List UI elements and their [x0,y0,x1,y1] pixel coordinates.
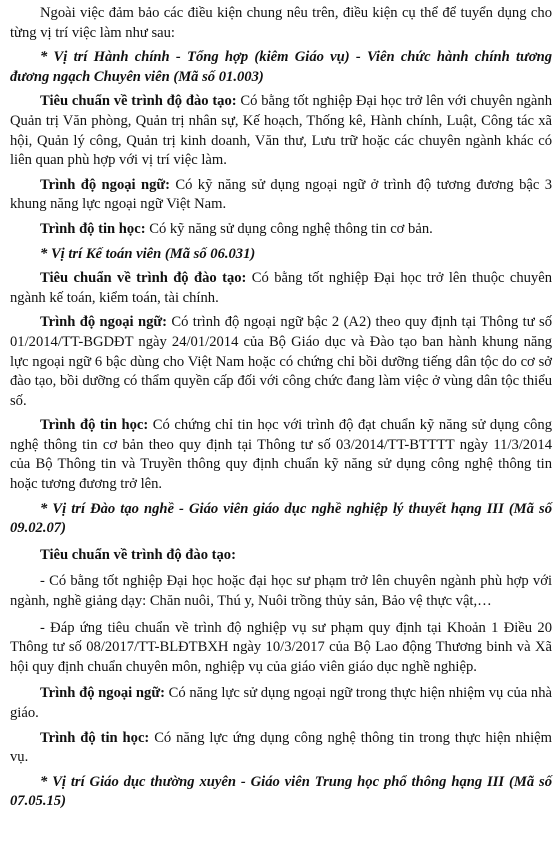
it-text: Có kỹ năng sử dụng công nghệ thông tin cơ bản. [145,220,433,237]
it-text: Có chứng chỉ tin học với trình độ đạt chuẩn kỹ năng sử dụng công nghệ thông tin cơ bản theo quy định tại Thông tư số 03/2014/TT-BTTTT ngày 11/3/2014 của Bộ Thông tin và Truyền thông quy định chuẩn kỹ năng sử dụng công nghệ thông tin hoặc tương đương trở lên. [10,417,552,493]
it-label: Trình độ tin học: [40,729,150,746]
language-requirement [10,684,552,723]
language-label: Trình độ ngoại ngữ: [40,176,171,193]
education-label: Tiêu chuẩn về trình độ đào tạo: [40,270,247,287]
language-text: Có trình độ ngoại ngữ bậc 2 (A2) theo quy định tại Thông tư số 01/2014/TT-BGDĐT ngày 24/01/2014 của Bộ Giáo dục và Đào tạo ban hành khung năng lực ngoại ngữ 6 bậc dùng cho Việt Nam hoặc có chứng chỉ bồi dưỡng tiếng dân tộc do cơ sở đào tạo, bồi dưỡng có thẩm quyền cấp đối với công chức đang làm việc ở vùng dân tộc thiểu số. [10,314,552,409]
language-requirement [10,176,552,215]
language-requirement [10,313,552,411]
education-bullet: - Có bằng tốt nghiệp Đại học hoặc đại học sư phạm trở lên chuyên ngành phù hợp với ngành, nghề giảng dạy: Chăn nuôi, Thú y, Nuôi trồng thủy sản, Bảo vệ thực vật,… [10,573,552,610]
it-label: Trình độ tin học: [40,220,146,237]
it-text: Có năng lực ứng dụng công nghệ thông tin trong thực hiện nhiệm vụ. [10,729,552,766]
education-requirement [10,92,552,170]
it-requirement [10,729,552,768]
language-text: Có kỹ năng sử dụng ngoại ngữ ở trình độ tương đương bậc 3 khung năng lực ngoại ngữ Việt Nam. [10,176,552,213]
intro-paragraph: Ngoài việc đảm bảo các điều kiện chung nêu trên, điều kiện cụ thể để tuyển dụng cho từng vị trí việc làm như sau: [10,5,552,41]
language-label: Trình độ ngoại ngữ: [40,314,168,331]
position-heading-accountant: * Vị trí Kế toán viên (Mã số 06.031) [40,245,256,262]
it-requirement [10,416,552,494]
position-heading-vocational: * Vị trí Đào tạo nghề - Giáo viên giáo dục nghề nghiệp lý thuyết hạng III (Mã số 09.02.07) [10,500,552,537]
position-heading-continuing-education: * Vị trí Giáo dục thường xuyên - Giáo viên Trung học phổ thông hạng III (Mã số 07.05.15) [10,773,552,810]
it-requirement [10,220,552,240]
position-heading-admin: * Vị trí Hành chính - Tổng hợp (kiêm Giáo vụ) - Viên chức hành chính tương đương ngạch Chuyên viên (Mã số 01.003) [10,49,552,85]
language-label: Trình độ ngoại ngữ: [40,685,165,702]
education-text: Có bằng tốt nghiệp Đại học trở lên với chuyên ngành Quản trị Văn phòng, Quản trị nhân sự, Kế hoạch, Thống kê, Hành chính, Luật, Công tác xã hội, Quản lý công, Quản trị kinh doanh, Văn thư, Lưu trữ hoặc các chuyên ngành khác có liên quan phù hợp với vị trí việc làm. [10,93,553,169]
education-label: Tiêu chuẩn về trình độ đào tạo: [40,546,236,563]
education-requirement [10,546,552,566]
education-bullet: - Đáp ứng tiêu chuẩn về trình độ nghiệp vụ sư phạm quy định tại Khoản 1 Điều 20 Thông tư số 08/2017/TT-BLĐTBXH ngày 10/3/2017 của Bộ Lao động Thương binh và Xã hội quy định chuẩn chuyên môn, nghiệp vụ của giáo viên giáo dục nghề nghiệp. [10,619,552,675]
education-requirement [10,269,552,308]
education-label: Tiêu chuẩn về trình độ đào tạo: [40,93,237,110]
it-label: Trình độ tin học: [40,417,149,434]
language-text: Có năng lực sử dụng ngoại ngữ trong thực hiện nhiệm vụ của nhà giáo. [10,685,552,721]
education-text: Có bằng tốt nghiệp Đại học trở lên thuộc chuyên ngành kế toán, kiểm toán, tài chính. [10,270,553,306]
